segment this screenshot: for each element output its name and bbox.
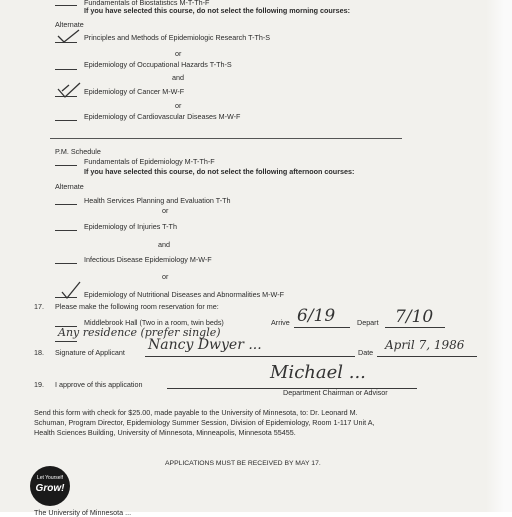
checkmark-icon: [55, 28, 81, 44]
course-label: Fundamentals of Biostatistics M-T-Th-F: [84, 0, 210, 7]
room-reservation-label: Please make the following room reservation for me:: [55, 302, 219, 311]
warning-text: If you have selected this course, do not select the following afternoon courses:: [84, 167, 355, 176]
logo-text: Grow!: [35, 483, 65, 494]
connector-or: or: [175, 101, 182, 110]
course-label: Fundamentals of Epidemiology M-T-Th-F: [84, 157, 215, 166]
scan-edge: [486, 0, 512, 512]
advisor-caption: Department Chairman or Advisor: [283, 388, 388, 397]
warning-text: If you have selected this course, do not select the following morning courses:: [84, 6, 350, 15]
depart-label: Depart: [357, 318, 379, 327]
item-number: 18.: [34, 348, 44, 357]
course-label: Epidemiology of Nutritional Diseases and Abnormalities M-W-F: [84, 290, 284, 299]
grow-logo: [30, 466, 70, 506]
connector-or: or: [162, 206, 169, 215]
arrive-value: 6/19: [297, 306, 336, 326]
advisor-signature: Michael ...: [270, 362, 366, 383]
connector-or: or: [175, 49, 182, 58]
checkbox-blank[interactable]: [55, 5, 77, 6]
checkmark-icon: [60, 280, 84, 300]
section-heading: P.M. Schedule: [55, 147, 101, 156]
course-label: Health Services Planning and Evaluation T-Th: [84, 196, 231, 205]
checkbox-blank[interactable]: [55, 120, 77, 121]
course-label: Epidemiology of Cancer M-W-F: [84, 87, 185, 96]
checkbox-blank[interactable]: [55, 230, 77, 231]
checkbox-blank[interactable]: [55, 69, 77, 70]
checkmark-icon: [56, 81, 82, 99]
item-number: 17.: [34, 302, 44, 311]
hall-option: Middlebrook Hall (Two in a room, twin beds): [84, 318, 224, 327]
checkbox-blank[interactable]: [55, 263, 77, 264]
section-divider: [50, 138, 402, 139]
checkbox-blank[interactable]: [55, 341, 77, 342]
course-label: Epidemiology of Cardiovascular Diseases M-W-F: [84, 112, 241, 121]
connector-or: or: [162, 272, 169, 281]
handwritten-room-choice: Any residence (prefer single): [58, 326, 221, 339]
course-label: Epidemiology of Injuries T-Th: [84, 222, 177, 231]
course-label: Epidemiology of Occupational Hazards T-Th-S: [84, 60, 232, 69]
checkbox-blank[interactable]: [55, 165, 77, 166]
checkbox-blank[interactable]: [55, 204, 77, 205]
approval-label: I approve of this application: [55, 380, 143, 389]
depart-field[interactable]: [385, 327, 445, 328]
instructions-line: Schuman, Program Director, Epidemiology Summer Session, Division of Epidemiology, Room 1-117 Unit A,: [34, 418, 375, 427]
alternate-label: Alternate: [55, 182, 84, 191]
date-value: April 7, 1986: [385, 338, 465, 352]
arrive-label: Arrive: [271, 318, 290, 327]
connector-and: and: [172, 73, 184, 82]
alternate-label: Alternate: [55, 20, 84, 29]
date-field[interactable]: [377, 356, 477, 357]
signature-applicant-label: Signature of Applicant: [55, 348, 125, 357]
depart-value: 7/10: [395, 307, 434, 327]
instructions-line: Health Sciences Building, University of Minnesota, Minneapolis, Minnesota 55455.: [34, 428, 296, 437]
signature-line[interactable]: [145, 356, 355, 357]
instructions-line: Send this form with check for $25.00, made payable to the University of Minnesota, to: Dr. Leonard M.: [34, 408, 358, 417]
footer-text: The University of Minnesota ...: [34, 508, 132, 517]
course-label: Infectious Disease Epidemiology M-W-F: [84, 255, 212, 264]
deadline-notice: APPLICATIONS MUST BE RECEIVED BY MAY 17.: [165, 460, 321, 467]
applicant-signature: Nancy Dwyer ...: [148, 337, 262, 353]
item-number: 19.: [34, 380, 44, 389]
connector-and: and: [158, 240, 170, 249]
date-label: Date: [358, 348, 374, 357]
arrive-field[interactable]: [294, 327, 350, 328]
logo-text: Let Yourself: [36, 475, 64, 481]
course-label: Principles and Methods of Epidemiologic Research T-Th-S: [84, 33, 271, 42]
